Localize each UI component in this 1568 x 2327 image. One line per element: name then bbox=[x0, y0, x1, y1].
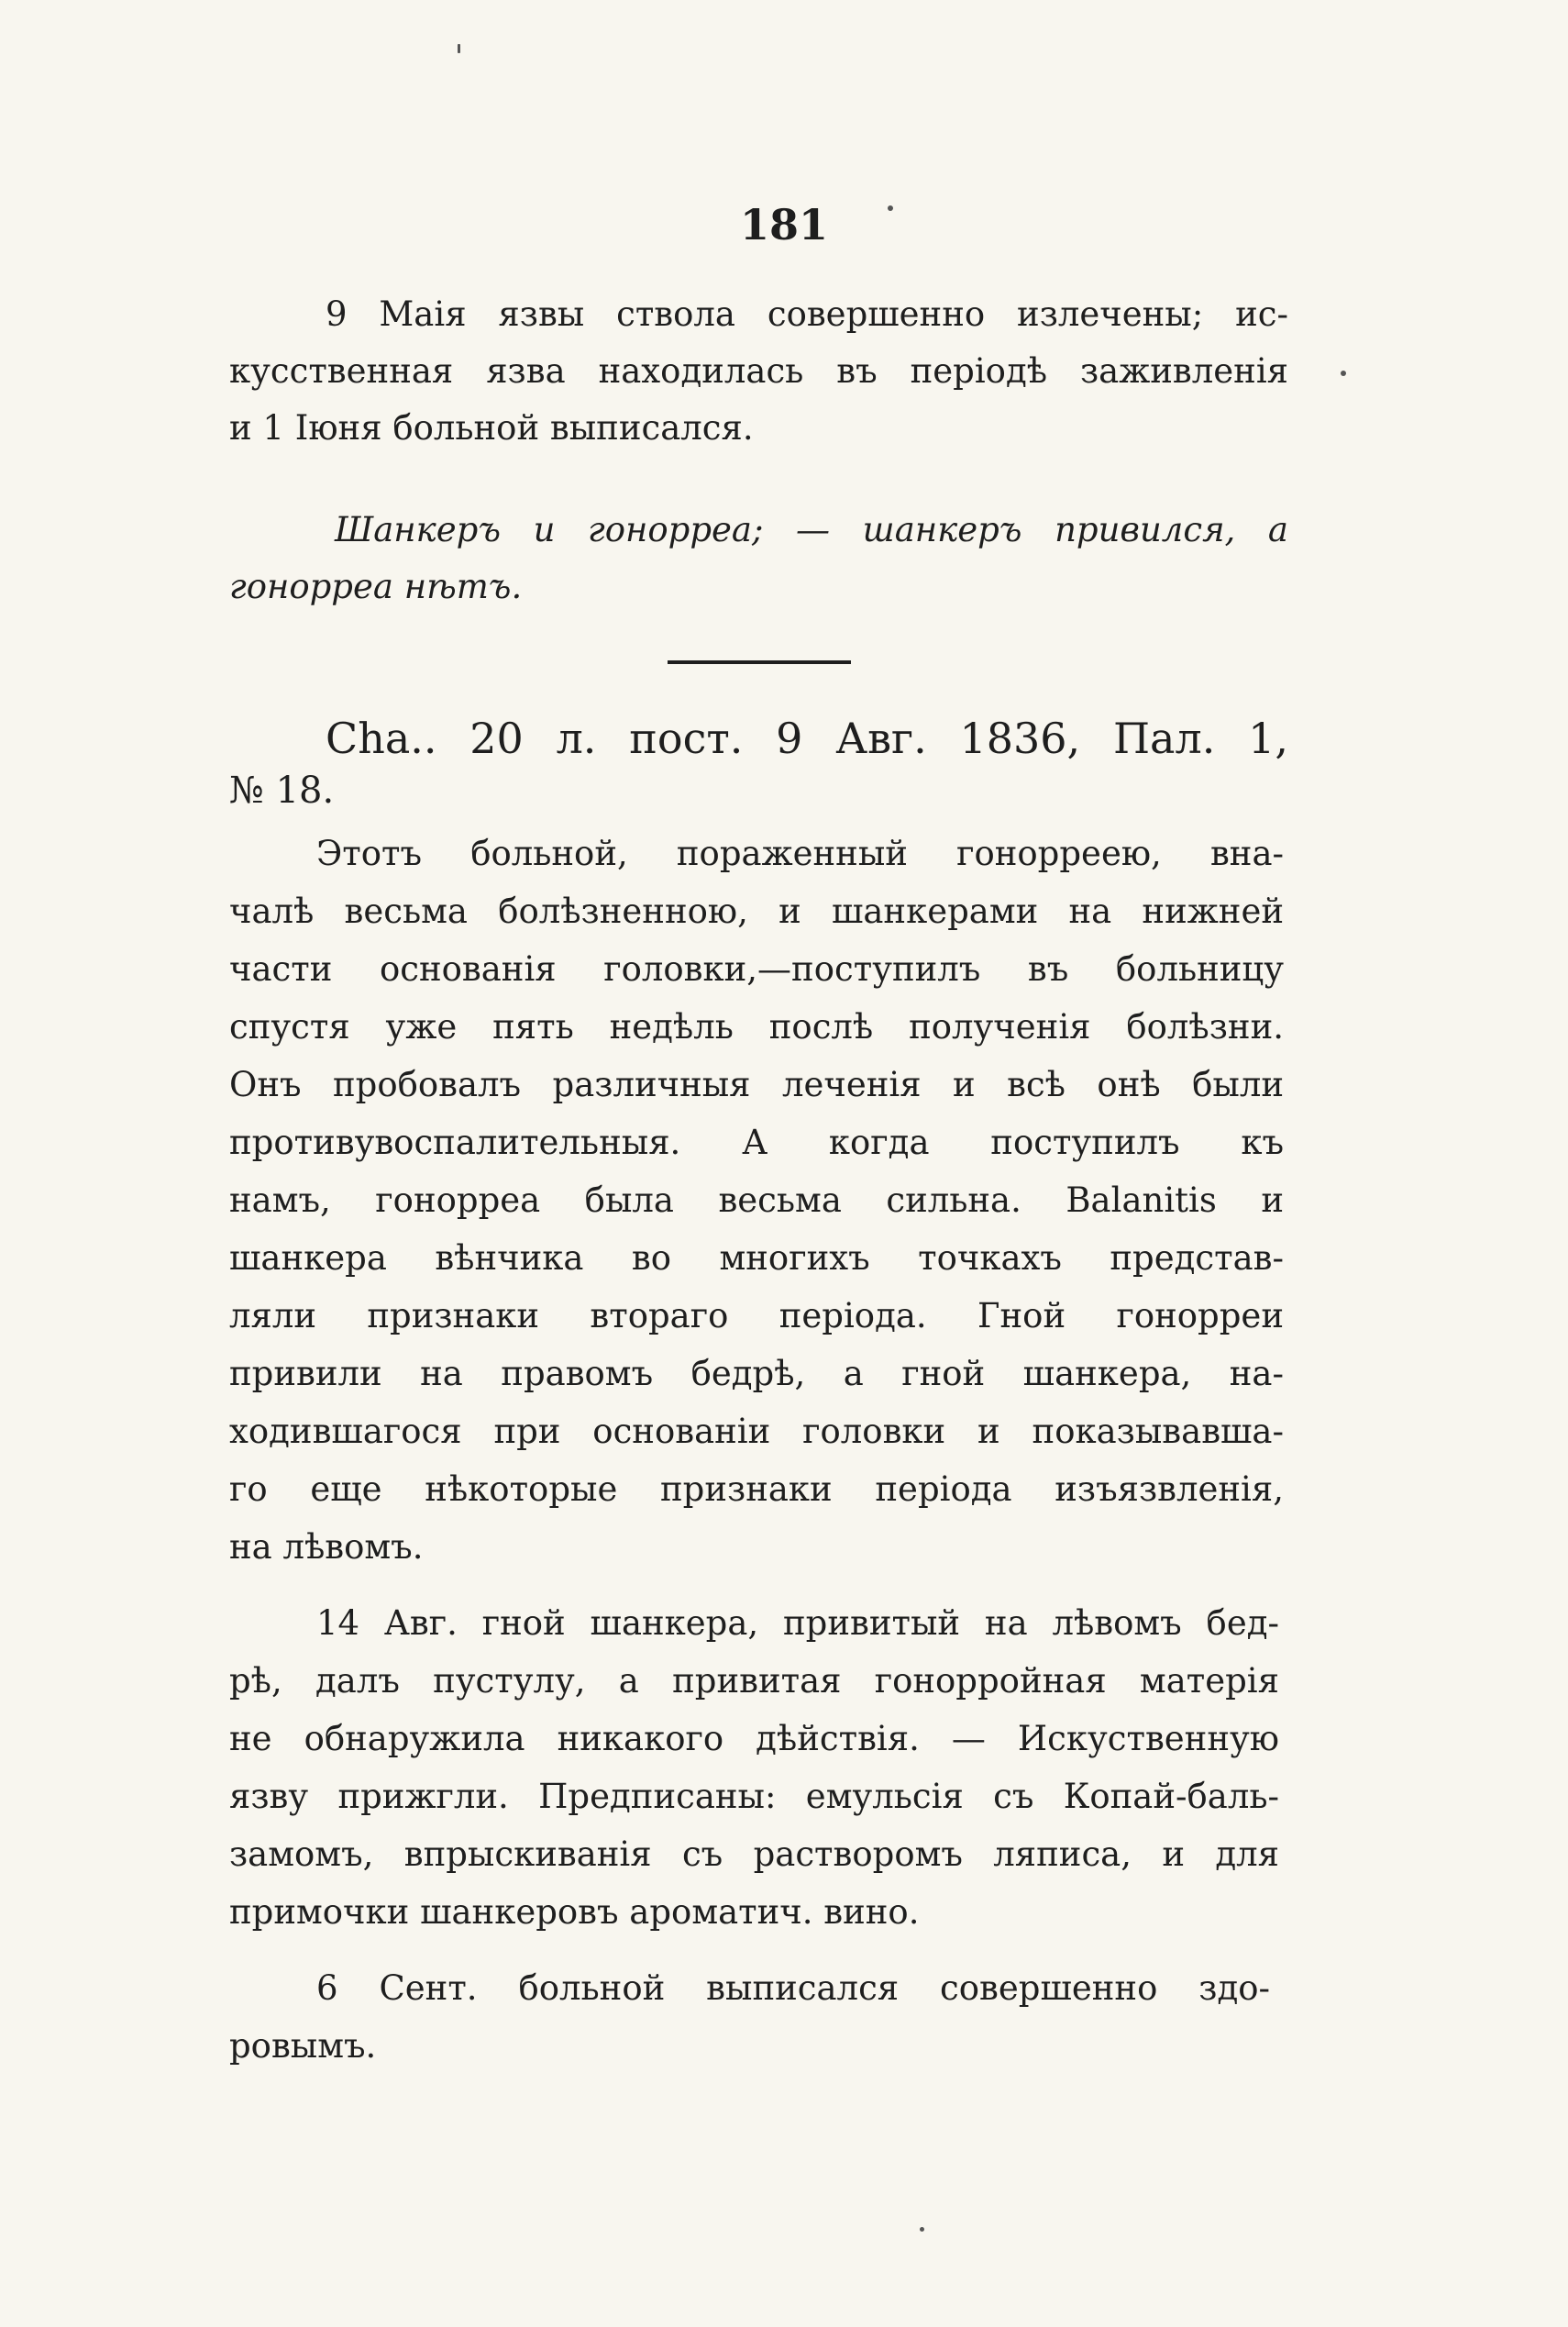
text-line: замомъ, впрыскиванія съ растворомъ ляписа, и для bbox=[229, 1834, 1279, 1874]
paper-speck bbox=[888, 205, 893, 211]
text-line: рѣ, далъ пустулу, а привитая гонорройная матерія bbox=[229, 1661, 1279, 1701]
case-header-line: Сha.. 20 л. пост. 9 Авг. 1836, Пал. 1, bbox=[326, 714, 1288, 763]
text-line: 6 Сент. больной выписался совершенно здо- bbox=[316, 1968, 1270, 2008]
text-line: 14 Авг. гной шанкера, привитый на лѣвомъ бед- bbox=[316, 1603, 1279, 1643]
text-line: чалѣ весьма болѣзненною, и шанкерами на нижней bbox=[229, 892, 1284, 931]
paper-speck bbox=[920, 2227, 924, 2232]
paper-speck bbox=[1341, 371, 1346, 376]
section-divider bbox=[668, 660, 851, 664]
text-line: привили на правомъ бедрѣ, а гной шанкера, на- bbox=[229, 1354, 1284, 1393]
paper-speck bbox=[458, 44, 460, 53]
text-line: намъ, гонорреа была весьма сильна. Balanitis и bbox=[229, 1180, 1284, 1220]
text-line: го еще нѣкоторые признаки періода изъязвленія, bbox=[229, 1469, 1284, 1509]
text-line: 9 Маія язвы ствола совершенно излечены; ис- bbox=[326, 294, 1288, 334]
text-line: части основанія головки,—поступилъ въ больницу bbox=[229, 949, 1284, 989]
text-line: шанкера вѣнчика во многихъ точкахъ представ- bbox=[229, 1238, 1284, 1278]
italic-heading-line: гонорреа нѣтъ. bbox=[229, 567, 523, 606]
text-line: противувоспалительныя. А когда поступилъ къ bbox=[229, 1123, 1284, 1162]
text-line: Онъ пробовалъ различныя леченія и всѣ онѣ были bbox=[229, 1065, 1284, 1104]
text-line: на лѣвомъ. bbox=[229, 1527, 424, 1567]
text-line: ляли признаки втораго періода. Гной гонорреи bbox=[229, 1296, 1284, 1335]
text-line: язву прижгли. Предписаны: емульсія съ Копай-баль- bbox=[229, 1777, 1279, 1816]
page-number: 181 bbox=[739, 200, 829, 249]
text-line: примочки шанкеровъ ароматич. вино. bbox=[229, 1892, 920, 1932]
case-header-line: № 18. bbox=[229, 770, 335, 812]
text-line: ходившагося при основаніи головки и показывавша- bbox=[229, 1412, 1284, 1451]
text-line: кусственная язва находилась въ періодѣ заживленія bbox=[229, 351, 1288, 391]
text-line: Этотъ больной, пораженный гонорреею, вна- bbox=[316, 834, 1284, 873]
italic-heading-line: Шанкеръ и гонорреа; — шанкеръ привился, а bbox=[335, 510, 1288, 549]
text-line: и 1 Іюня больной выписался. bbox=[229, 408, 754, 448]
text-line: спустя уже пять недѣль послѣ полученія болѣзни. bbox=[229, 1007, 1284, 1047]
text-line: ровымъ. bbox=[229, 2026, 377, 2066]
text-line: не обнаружила никакого дѣйствія. — Искуственную bbox=[229, 1719, 1279, 1758]
